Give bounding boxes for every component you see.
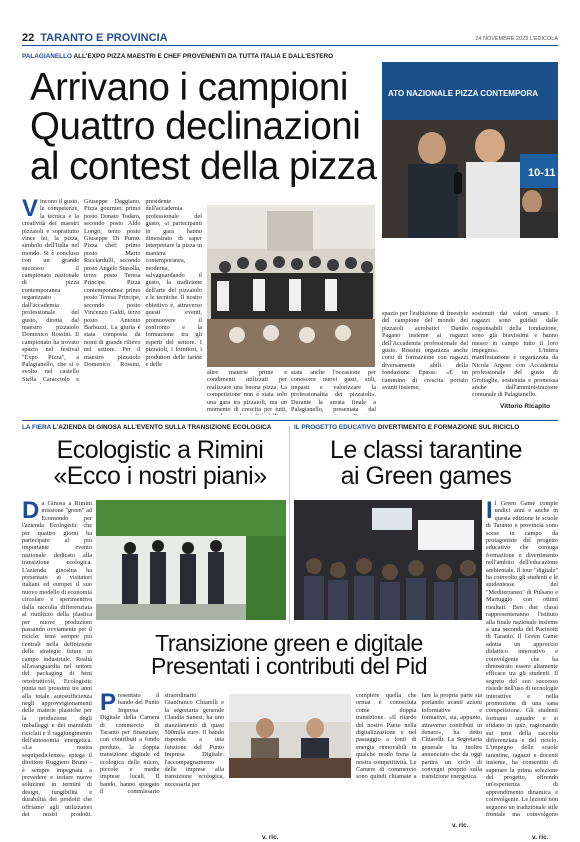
page-number: 22 [22, 32, 35, 44]
article2-kicker-location: LA FIERA [22, 424, 51, 431]
article4-column-1-text: resentato il bando del Punto Impresa Digitale della Camera di commercio di Taranto per finanziare, con contributi a fondo perduto, la doppia transizione digitale ed ecologica delle micro, piccole e medie imprese locali. Il bando, hanno spiegato il commissario straordinario Gianfranco Chiarelli e la segretaria generale Claudia Sanesi, ha uno stanziamento di quasi 500mila euro. Il bando risponde a una funzione del Punto Impresa Digitale: l'accompagnamento delle imprese alla transizione ecologica, necessaria per [100, 692, 224, 796]
dropcap: D [22, 500, 40, 524]
group-photo [207, 205, 375, 367]
article1-column-1 [22, 198, 79, 384]
headline-line: Ecologistic a Rimini [56, 436, 264, 464]
article1-column-4 [207, 369, 287, 415]
article1-column-6-text: spazio per l'esibizione di freestyle del campione del mondo dei pizzaioli acrobatici Danilo Pagano insieme ai ragazzi dell'Accademia professionale del gusto. Rossini organizza anche corsi di formazione con ragazzi diversamente abili della fondazione Epasss. «È un cammino di crescita portato avanti insieme, [382, 310, 468, 392]
headline-line: «Ecco i nostri piani» [53, 461, 267, 490]
article1-column-1-text: incono il gusto, le competenze, la tecnica e la creatività dei maestri pizzaioli e soprattutto vince lei, la pizza, simbolo dell'Italia nel mondo. Si è concluso con un grande successo il campionato nazionale di pizza contemporanea organizzato dall'accademia professionale del gusto, diretta dal maestro pizzaiolo Domenico Rossini. Il campionato ha trovato spazio nel festival "Expo Pizza", a Palagianello, che si è svolto nel castello Stella Caracciolo e [22, 198, 79, 383]
page-header [22, 30, 558, 46]
article1-column-7-text: sostenuti dai valori umani. I ragazzi sono guidati dalle responsabili della fondazione, sono già bravissimi e hanno messo in campo tutto il loro impegno». L'intera manifestazione è organizzata da Nicola Argese con Accademia professionale del gusto di Grottaglie, sostenuta e promossa anche dall'amministrazione comunale di Palagianello. [472, 310, 558, 399]
article1-column-5-text: stata anche l'occasione per conoscere nuovi gusti, stili, impasti e valorizzare la professionalità dei pizzaioli». Durante la serata finale a Palagianello, presentata dal [291, 369, 376, 414]
article3-kicker [294, 424, 558, 431]
article1-kicker [22, 53, 558, 60]
section-title: TARANTO E PROVINCIA [40, 32, 168, 44]
pid-press-conference-photo [229, 694, 351, 778]
headline-line: Quattro declinazioni [30, 105, 361, 149]
headline-line: ai Green games [340, 461, 512, 490]
ecologistic-stand-photo [96, 500, 286, 620]
article1-headline [30, 68, 378, 186]
article1-kicker-text: ALL'EXPO PIZZA MAESTRI E CHEF PROVENIENTI DA TUTTA ITALIA E DALL'ESTERO [73, 53, 334, 60]
article1-signature: Vittorio Ricapito [500, 403, 551, 410]
dropcap: V [22, 198, 39, 222]
article3-headline [294, 438, 558, 489]
headline-line: al contest della pizza [30, 144, 377, 188]
dropcap: P [100, 692, 117, 716]
article3-kicker-text: DIVERTIMENTO E FORMAZIONE SUL RICICLO [377, 424, 520, 431]
headline-line: Transizione green e digitale [155, 630, 423, 656]
article3-body-text: l Green Game compie undici anni e anche in questa edizione le scuole di Taranto e provincia sono scese in campo da protagoniste del progetto educativo che coniuga formazione e divertimento nell'ambito dell'educazione ambientale. Il tour "digitale" ha coinvolto gli studenti e le studentesse del "Mediterraneo" di Pulsano e Martuggio con ottimi risultati. Ben due classi rappresenteranno l'istituto alla finale nazionale insieme a una seconda del Pacinotti di Taranto. Il Green Game adotta un approccio didattico innovativo e coinvolgente che ha dimostrato essere altamente efficace tra gli studenti. Il segreto del suo successo risiede nell'uso di tecnologie interattive e nella promozione di una sana competizione. Gli studenti formano squadre e si sfidano in quiz, ragionando sui temi della raccolta differenziata e del riciclo. L'impegno delle scuole tarantine, ragazzi e docenti insieme, ha consentito di superare la prima selezione del progetto, offrendo un'esperienza di apprendimento dinamica e coinvolgente. Le lezioni non seguono un tradizionale stile frontale ma coinvolgono [486, 500, 558, 818]
article2-body [22, 500, 92, 818]
pizza-championship-photo [382, 62, 558, 238]
dropcap: I [486, 500, 493, 524]
article1-column-5 [291, 369, 376, 415]
article2-body-text: a Ginosa a Rimini missione "green" ad Ecomondo per l'azienda Ecologistic che per quattro giorni ha partecipato al più importante evento nazionale dedicato alla transizione ecologica. L'azienda ginosina ha presentato ai visitatori italiani ed europei il suo nuovo modello di economia circolare e sperimentiva dalla raccolta differenziata al riutilizzo della plastica per nuove produzioni passando ovviamente per il riciclo: temi sempre più centrali nella definizione delle strategie future in campo industriale. Realtà all'avanguardia nel settore del packaging di beni ortofrutticoli, Ecologistic punta nei prossimi tre anni alla totale autosufficienza negli approvvigionamenti delle materie plastiche per la produzione degli imballaggi e dei manufatti riciclati e il raggiungimento dell'autonomia energetica. «La nostra sequipediclenze» spiega il direttore Ruggiero Bruno - è sempre impegnata a prevedere e testare nuove soluzioni in termini di design, fungibilità e durabilità dei prodotti che offriamo agli utilizzatori dei nostri prodotti. [22, 500, 92, 818]
section-divider [22, 420, 558, 421]
article1-column-4-text: altre materie prime e condimenti utilizzati per realizzare una buona pizza. La competizione non è stata solo una gara tra pizzaioli, ma un momento di crescita per tutti, [207, 369, 287, 414]
article4-headline [100, 632, 478, 679]
article1-column-6 [382, 240, 468, 412]
issue-date: 24 NOVEMBRE 2023 L'EDICOLA [475, 36, 558, 42]
article3-signature: v. ric. [532, 834, 549, 841]
article3-body [486, 500, 558, 818]
article1-kicker-location: PALAGIANELLO [22, 53, 72, 60]
green-game-classroom-photo [294, 500, 482, 620]
article1-column-2-text: Giuseppe Daggiano. Pizza gourmet: primo posto Donato Todaro, secondo posto Aldo Longo, terzo posto Giuseppe Di Pumo. Pizza chef: primo posto Mario Ricciardulli, secondo posto Angelo Stasolla, terzo posto Teresa Principe. Pizza contemporanea: primo posto Teresa Principe, secondo posto Vincenzo Galdi, terzo posto Antonio Barbuzzi. La giuria è stata composta da nomi di grande rilievo nel settore. Per il maestro pizzaiolo Domenico Rossini, presidente dell'accademia professionale del gusto, «i partecipanti in gara hanno dimostrato di saper interpretare la pizza in maniera contemporanea, moderna, salvaguardando il gusto, la tradizione dell'arte del pizzaiolo e le tecniche. Il nostro obiettivo è, attraverso questi eventi, promuovere il confronto e la formazione tra gli esperti del settore. I pizzaioli, i fornitori, i produttori delle farine e delle [84, 198, 202, 368]
headline-line: Le classi tarantine [329, 436, 522, 464]
article4-signature: v. ric. [452, 822, 469, 829]
article2-kicker-text: L'AZIENDA DI GINOSA ALL'EVENTO SULLA TRANSIZIONE ECOLOGICA [52, 424, 272, 431]
article2-kicker [22, 424, 286, 431]
headline-line: Presentati i contributi del Pid [151, 653, 427, 680]
photo-banner-text: ATO NAZIONALE PIZZA CONTEMPORA [388, 89, 539, 98]
article1-column-7 [472, 240, 558, 400]
article1-columns-2-3 [84, 198, 202, 384]
article2-signature: v. ric. [262, 834, 279, 841]
article4-column-2-text: compiere quella che ormai è conosciuta come doppia transizione. «Il ritardo del nostro Paese nella digitalizzazione e nel passaggio a fonti di energia rinnovabili in qualche modo frena la nostra competitività. Le Camere di commercio sono quindi chiamate a fare la propria parte sia portando avanti azioni informative e formative, sia, appunto, attraverso contributi in denaro», ha detto Chiarelli. La Segretaria generale ha inoltre annunciato che da oggi partirà un ciclo di convegni proprio sulla transizione energetica. [356, 692, 482, 781]
article3-kicker-location: IL PROGETTO EDUCATIVO [294, 424, 377, 431]
article4-columns-3-4 [356, 692, 482, 822]
photo-number: 10-11 [528, 167, 556, 179]
article4-columns-1-2 [100, 692, 224, 822]
article2-headline [32, 438, 288, 489]
headline-line: Arrivano i campioni [30, 66, 348, 109]
